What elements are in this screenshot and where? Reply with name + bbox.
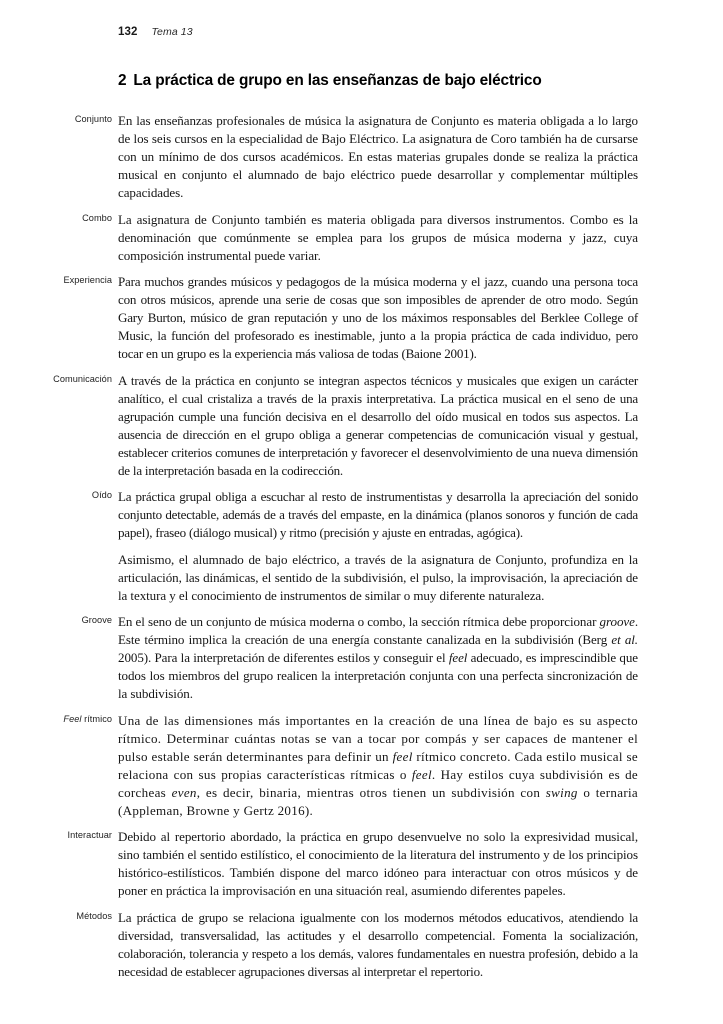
margin-note-groove: Groove bbox=[81, 615, 112, 625]
section-title: La práctica de grupo en las enseñanzas de bajo eléctrico bbox=[133, 72, 542, 90]
margin-note-metodos: Métodos bbox=[76, 910, 112, 921]
running-title: Tema 13 bbox=[151, 26, 193, 38]
margin-note-feel-ritmico: Feel rítmico bbox=[63, 713, 112, 724]
paragraph: Debido al repertorio abordado, la práctica en grupo desenvuelve no solo la expresividad musical, sino también el sentido estilístico, el conocimiento de la literatura del instrumento y de los principios histórico-estilísticos. También dispone del marco idóneo para interactuar con otros músicos y de poner en práctica la improvisación en una situación real, asumiendo diferentes papeles. bbox=[118, 829, 638, 898]
paragraph: En las enseñanzas profesionales de música la asignatura de Conjunto es materia obligada a lo largo de los seis cursos en la especialidad de Bajo Eléctrico. La asignatura de Coro también ha de cursarse con un mínimo de dos cursos académicos. En estas materias grupales donde se realiza la práctica musical en conjunto el alumnado de bajo eléctrico puede desarrollar y complementar múltiples capacidades. bbox=[118, 113, 638, 200]
text-block-interactuar bbox=[0, 828, 723, 900]
text-block-oido bbox=[0, 488, 723, 605]
margin-note-comunicacion: Comunicación bbox=[53, 373, 112, 384]
margin-note-conjunto: Conjunto bbox=[74, 114, 112, 124]
margin-note-interactuar: Interactuar bbox=[67, 830, 112, 840]
text-block-conjunto bbox=[0, 112, 723, 202]
paragraph: Una de las dimensiones más importantes en la creación de una línea de bajo es su aspecto rítmico. Determinar cuántas notas se van a tocar por compás y ser capaces de mantener el pulso estable serán determinantes para definir un feel rítmico concreto. Cada estilo musical se relaciona con sus propias características rítmicas o feel. Hay estilos cuya subdivisión es de corcheas even, es decir, binaria, mientras otros tienen un subdivisión con swing o ternaria (Appleman, Browne y Gertz 2016). bbox=[118, 712, 638, 818]
text-block-feel-ritmico bbox=[0, 712, 723, 820]
paragraph: La práctica grupal obliga a escuchar al resto de instrumentistas y desarrolla la apreciación del sonido conjunto detectable, además de a través del empaste, en la dinámica (planos sonoros y función de cada papel), fraseo (diálogo musical) y ritmo (precisión y ajuste en entradas, agógica). bbox=[118, 489, 638, 540]
paragraph: La asignatura de Conjunto también es materia obligada para diversos instrumentos. Combo es la denominación que comúnmente se emplea para los grupos de música moderna y jazz, cuya composición instrumental puede variar. bbox=[118, 211, 638, 263]
paragraph: A través de la práctica en conjunto se integran aspectos técnicos y musicales que exigen un carácter analítico, el cual cristaliza a través de la praxis interpretativa. La práctica musical en el seno de una agrupación cumple una función decisiva en el desarrollo del oído musical en todos sus aspectos. La ausencia de dirección en el grupo obliga a generar competencias de comunicación visual y gestual, establecer criterios comunes de interpretación y favorecer el desenvolvimiento de una nueva dimensión de la interpretación basada en la codirección. bbox=[118, 372, 638, 478]
paragraph: En el seno de un conjunto de música moderna o combo, la sección rítmica debe proporcionar groove. Este término implica la creación de una energía constante canalizada en la subdivisión (Berg et al. 2005). Para la interpretación de diferentes estilos y conseguir el feel adecuado, es imprescindible que todos los miembros del grupo realicen la interpretación conjunta con una perfecta sincronización de la subdivisión. bbox=[118, 614, 638, 701]
text-block-groove bbox=[0, 613, 723, 703]
page-number: 132 bbox=[118, 26, 138, 38]
margin-note-combo: Combo bbox=[82, 212, 112, 223]
text-block-comunicacion bbox=[0, 372, 723, 480]
paragraph: Para muchos grandes músicos y pedagogos de la música moderna y el jazz, cuando una persona toca con otros músicos, aprende una serie de cosas que son imposibles de aprender de otro modo. Según Gary Burton, músico de gran reputación y uno de los máximos responsables del Berklee College of Music, la función del profesorado es inestimable, junto a la propia práctica de cada individuo, pero tocar en un grupo es la experiencia más valiosa de todas (Baione 2001). bbox=[118, 274, 638, 361]
text-block-experiencia bbox=[0, 273, 723, 363]
running-head bbox=[118, 26, 193, 38]
text-block-combo bbox=[0, 211, 723, 265]
section-number: 2 bbox=[118, 72, 127, 90]
body-text-area bbox=[0, 112, 723, 989]
margin-note-oido: Oído bbox=[91, 490, 112, 500]
section-heading bbox=[118, 72, 638, 90]
paragraph: La práctica de grupo se relaciona igualmente con los modernos métodos educativos, atendiendo la diversidad, transversalidad, las actitudes y el desarrollo competencial. Fomenta la socialización, colaboración, tolerancia y respeto a los demás, valores fundamentales en nuestra profesión, debido a la necesidad de establecer agrupaciones diversas al interpretar el repertorio. bbox=[118, 909, 638, 979]
margin-note-experiencia: Experiencia bbox=[63, 275, 112, 285]
paragraph: Asimismo, el alumnado de bajo eléctrico, a través de la asignatura de Conjunto, profundiza en la articulación, las dinámicas, el sentido de la subdivisión, el pulso, la improvisación, la apreciación de la textura y el conocimiento de instrumentos de similar o muy diferente naturaleza. bbox=[118, 551, 638, 603]
text-block-metodos bbox=[0, 909, 723, 981]
